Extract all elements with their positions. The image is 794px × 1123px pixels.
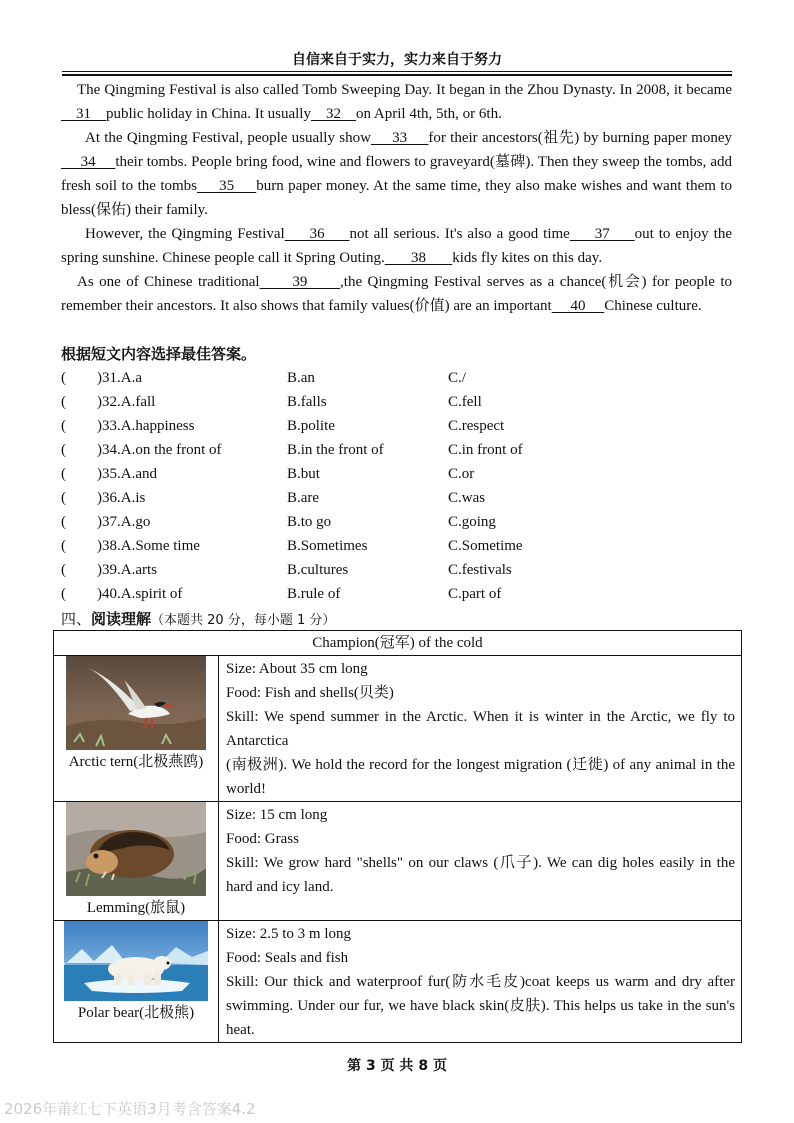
animal-description	[219, 921, 742, 1043]
option-b: B.Sometimes	[287, 538, 368, 554]
arctic-tern-photo-icon	[66, 656, 206, 750]
option-a: )37.A.go	[97, 514, 151, 530]
option-a: )34.A.on the front of	[97, 442, 222, 458]
passage-text: out to enjoy the spring sunshine. Chinese people call it Spring Outing.	[61, 226, 732, 266]
answer-paren: (	[61, 370, 66, 386]
page-total: 8	[418, 1058, 429, 1074]
size-line: Size: 2.5 to 3 m long	[226, 926, 351, 942]
answer-paren: (	[61, 514, 66, 530]
blank-35: 35	[197, 178, 257, 194]
option-a: )31.A.a	[97, 370, 142, 386]
paragraph-4	[61, 270, 732, 318]
option-row	[61, 438, 741, 462]
option-c: C.in front of	[448, 442, 523, 458]
option-c: C.fell	[448, 394, 482, 410]
answer-paren: (	[61, 442, 66, 458]
animal-caption: Lemming(旅鼠)	[86, 900, 186, 916]
blank-33: 33	[370, 130, 429, 146]
section-number: 四、	[61, 610, 92, 628]
option-a: )35.A.and	[97, 466, 157, 482]
passage-text: kids fly kites on this day.	[452, 250, 603, 266]
option-a: )39.A.arts	[97, 562, 157, 578]
option-a: )40.A.spirit of	[97, 586, 183, 602]
blank-36: 36	[284, 226, 350, 242]
option-b: B.are	[287, 490, 320, 506]
option-row	[61, 486, 741, 510]
option-b: B.polite	[287, 418, 335, 434]
passage-text: At the Qingming Festival, people usually show	[85, 130, 371, 146]
option-row	[61, 582, 741, 606]
option-b: B.cultures	[287, 562, 349, 578]
option-row	[61, 534, 741, 558]
header-rule-thin	[62, 71, 732, 72]
passage-text: burn paper money. At the same time, they also make wishes and want them to bless(保佑) their family.	[61, 178, 733, 218]
passage-text: Chinese culture.	[604, 298, 702, 314]
food-line: Food: Fish and shells(贝类)	[226, 685, 394, 701]
blank-31: 31	[61, 106, 106, 122]
option-b: B.but	[287, 466, 320, 482]
option-b: B.an	[287, 370, 315, 386]
skill-line-continued: (南极洲). We hold the record for the longest migration (迁徙) of any animal in the world!	[226, 757, 735, 797]
blank-39: 39	[259, 274, 341, 290]
option-c: C.festivals	[448, 562, 512, 578]
footer-prefix: 第	[347, 1058, 362, 1074]
passage-text: for their ancestors(祖先) by burning paper money	[428, 130, 733, 146]
answer-paren: (	[61, 394, 66, 410]
table-title: Champion(冠军) of the cold	[54, 631, 742, 656]
lemming-photo-icon	[66, 802, 206, 896]
blank-34: 34	[61, 154, 116, 170]
blank-37: 37	[569, 226, 635, 242]
blank-40: 40	[551, 298, 605, 314]
animal-description	[219, 656, 742, 802]
section-title: 阅读理解	[91, 610, 152, 628]
passage-text: not all serious. It's also a good time	[349, 226, 570, 242]
answer-paren: (	[61, 418, 66, 434]
skill-line: Skill: We grow hard "shells" on our claws (爪子). We can dig holes easily in the hard and icy land.	[226, 855, 735, 895]
page-header: 自信来自于实力，实力来自于努力	[292, 52, 502, 68]
option-b: B.to go	[287, 514, 332, 530]
option-a: )32.A.fall	[97, 394, 156, 410]
page-footer	[0, 1055, 794, 1075]
answer-paren: (	[61, 562, 66, 578]
option-b: B.in the front of	[287, 442, 384, 458]
option-c: C.going	[448, 514, 496, 530]
animal-picture-cell	[54, 656, 219, 802]
animal-caption: Arctic tern(北极燕鸥)	[68, 754, 204, 770]
animal-picture-cell	[54, 921, 219, 1043]
animal-caption: Polar bear(北极熊)	[77, 1005, 195, 1021]
passage-text: their tombs. People bring food, wine and flowers to graveyard(墓碑). Then they sweep the tombs, add fresh soil to the tombs	[61, 154, 732, 194]
animal-picture-cell	[54, 802, 219, 921]
option-row	[61, 414, 741, 438]
section-note: （本题共 20 分，每小题 1 分）	[151, 613, 336, 628]
option-c: C.or	[448, 466, 475, 482]
option-a: )33.A.happiness	[97, 418, 195, 434]
blank-38: 38	[384, 250, 453, 266]
page-number: 3	[365, 1058, 376, 1074]
option-a: )38.A.Some time	[97, 538, 200, 554]
instruction: 根据短文内容选择最佳答案。	[61, 345, 257, 363]
header-rule-thick	[62, 74, 732, 76]
paragraph-2	[61, 126, 732, 222]
polar-bear-photo-icon	[64, 921, 208, 1001]
food-line: Food: Grass	[226, 831, 299, 847]
passage-text: As one of Chinese traditional	[77, 274, 260, 290]
option-row	[61, 390, 741, 414]
animals-table	[53, 630, 742, 1043]
answer-paren: (	[61, 586, 66, 602]
option-row	[61, 462, 741, 486]
size-line: Size: About 35 cm long	[226, 661, 368, 677]
passage-text: ,the Qingming Festival serves as a chance(机会) for people to remember their ancestors. It also shows that family values(价值) are an important	[61, 274, 733, 314]
footer-suffix: 页	[432, 1058, 447, 1074]
skill-line: Skill: Our thick and waterproof fur(防水毛皮)coat keeps us warm and dry after swimming. Under our fur, we have black skin(皮肤). This helps us take in the sun's heat.	[226, 974, 735, 1038]
option-row	[61, 366, 741, 390]
option-b: B.rule of	[287, 586, 341, 602]
option-row	[61, 558, 741, 582]
option-a: )36.A.is	[97, 490, 146, 506]
option-b: B.falls	[287, 394, 327, 410]
option-c: C.was	[448, 490, 486, 506]
options-list	[61, 366, 741, 606]
passage-text: However, the Qingming Festival	[85, 226, 285, 242]
option-c: C.respect	[448, 418, 505, 434]
cloze-passage	[61, 78, 732, 318]
watermark: 2026年莆红七下英语3月考含答案4.2	[4, 1100, 256, 1118]
food-line: Food: Seals and fish	[226, 950, 349, 966]
passage-text: public holiday in China. It usually	[106, 106, 311, 122]
passage-text: The Qingming Festival is also called Tomb Sweeping Day. It began in the Zhou Dynasty. In 2008, it became	[77, 82, 732, 98]
footer-mid: 页 共	[380, 1058, 414, 1074]
paragraph-3	[61, 222, 732, 270]
skill-line: Skill: We spend summer in the Arctic. When it is winter in the Arctic, we fly to Antarctica	[226, 709, 735, 749]
option-row	[61, 510, 741, 534]
animal-description	[219, 802, 742, 921]
answer-paren: (	[61, 466, 66, 482]
answer-paren: (	[61, 538, 66, 554]
answer-paren: (	[61, 490, 66, 506]
blank-32: 32	[310, 106, 356, 122]
option-c: C.part of	[448, 586, 502, 602]
passage-text: on April 4th, 5th, or 6th.	[355, 106, 502, 122]
size-line: Size: 15 cm long	[226, 807, 328, 823]
option-c: C.Sometime	[448, 538, 523, 554]
paragraph-1	[61, 78, 732, 126]
option-c: C./	[448, 370, 466, 386]
